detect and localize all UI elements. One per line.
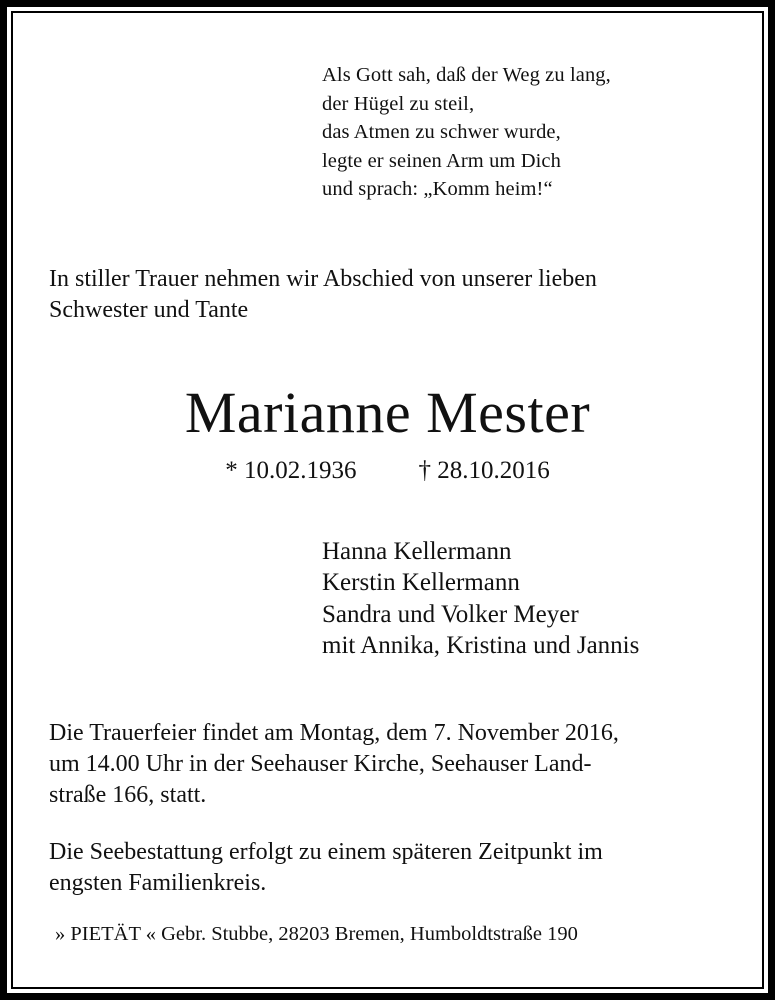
verse-line-5: und sprach: „Komm heim!“ — [322, 178, 553, 200]
service-line-3: straße 166, statt. — [49, 781, 207, 808]
memorial-verse — [322, 61, 734, 204]
survivor-line-3: Sandra und Volker Meyer — [322, 600, 579, 628]
funeral-home-credit: » PIETÄT « Gebr. Stubbe, 28203 Bremen, Humboldtstraße 190 — [55, 922, 578, 945]
burial-line-1: Die Seebestattung erfolgt zu einem späteren Zeitpunkt im — [49, 838, 603, 865]
service-line-2: um 14.00 Uhr in der Seehauser Kirche, Seehauser Land- — [49, 750, 592, 777]
birth-date: 10.02.1936 — [244, 456, 357, 484]
verse-line-3: das Atmen zu schwer wurde, — [322, 121, 561, 143]
burial-line-2: engsten Familienkreis. — [49, 869, 267, 896]
death-date: 28.10.2016 — [437, 456, 550, 484]
verse-line-2: der Hügel zu steil, — [322, 92, 475, 115]
life-dates — [41, 456, 734, 486]
survivor-line-4: mit Annika, Kristina und Jannis — [322, 632, 640, 659]
death-cross-icon: † — [418, 456, 431, 484]
obituary-notice-body — [11, 11, 764, 989]
verse-line-1: Als Gott sah, daß der Weg zu lang, — [322, 64, 611, 86]
survivor-line-1: Hanna Kellermann — [322, 537, 512, 565]
lead-in-line-1: In stiller Trauer nehmen wir Abschied von unserer lieben — [49, 265, 597, 292]
service-line-1: Die Trauerfeier findet am Montag, dem 7. November 2016, — [49, 719, 619, 746]
verse-line-4: legte er seinen Arm um Dich — [322, 149, 561, 172]
birth-star-icon: * — [225, 456, 238, 484]
funeral-service-details — [49, 718, 734, 811]
burial-note — [49, 837, 734, 899]
mourning-lead-in — [49, 264, 734, 326]
lead-in-line-2: Schwester und Tante — [49, 296, 249, 323]
survivors-list — [322, 536, 734, 662]
deceased-name: Marianne Mester — [184, 379, 591, 445]
survivor-line-2: Kerstin Kellermann — [322, 569, 520, 596]
